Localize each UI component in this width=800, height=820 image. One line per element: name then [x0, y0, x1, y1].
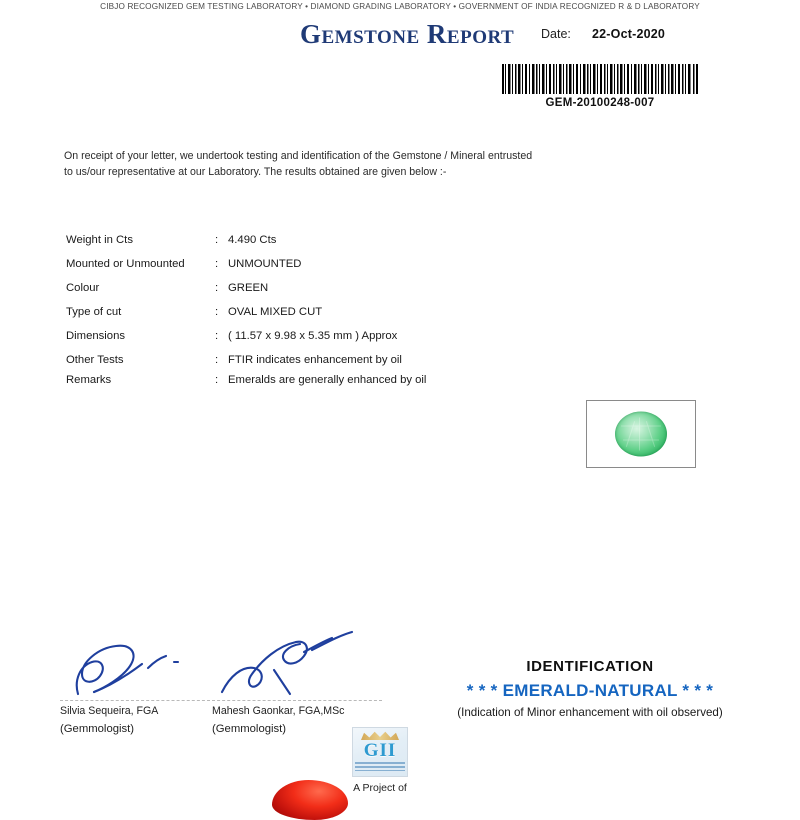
property-separator: :: [215, 282, 219, 294]
property-value: ( 11.57 x 9.98 x 5.35 mm ) Approx: [228, 330, 398, 342]
title-row: [0, 18, 800, 52]
table-row: [66, 354, 496, 374]
crown-icon: [361, 731, 399, 740]
certificate-number: GEM-20100248-007: [545, 97, 655, 109]
property-separator: :: [215, 306, 219, 318]
signatory-name: Silvia Sequeira, FGA: [60, 705, 159, 717]
properties-table: [66, 234, 496, 394]
property-separator: :: [215, 234, 219, 246]
intro-paragraph: On receipt of your letter, we undertook testing and identification of the Gemstone / Mineral entrusted to us/our representative at our Laboratory. The results obtained are given below :-: [64, 150, 533, 178]
signature-mark: [212, 632, 382, 700]
property-label: Weight in Cts: [66, 234, 133, 246]
table-row: [66, 234, 496, 258]
accreditation-line: CIBJO RECOGNIZED GEM TESTING LABORATORY • DIAMOND GRADING LABORATORY • GOVERNMENT OF INDIA RECOGNIZED R & D LABORATORY: [100, 2, 700, 11]
gii-logo-subtext: [355, 762, 405, 771]
signature-mark: [60, 632, 210, 700]
signatory-name: Mahesh Gaonkar, FGA,MSc: [212, 705, 345, 717]
gemstone-photo-box: [586, 400, 696, 468]
table-row: [66, 330, 496, 354]
barcode-icon: [500, 64, 700, 94]
property-label: Dimensions: [66, 330, 126, 342]
table-row: [66, 306, 496, 330]
gii-logo-icon: [352, 727, 408, 777]
property-value: 4.490 Cts: [228, 234, 277, 246]
gii-logo-text: GII: [363, 740, 397, 761]
property-value: FTIR indicates enhancement by oil: [228, 354, 402, 366]
property-separator: :: [215, 374, 219, 386]
property-value: GREEN: [228, 282, 269, 294]
table-row: [66, 374, 496, 394]
property-label: Mounted or Unmounted: [66, 258, 185, 270]
barcode-block: [500, 64, 700, 109]
property-value: OVAL MIXED CUT: [228, 306, 323, 318]
identification-note: (Indication of Minor enhancement with oil observed): [457, 706, 723, 719]
property-value: UNMOUNTED: [228, 258, 302, 270]
signatory-role: (Gemmologist): [212, 723, 287, 735]
property-separator: :: [215, 354, 219, 366]
ruby-graphic: [272, 780, 348, 820]
property-value: Emeralds are generally enhanced by oil: [228, 374, 427, 386]
property-separator: :: [215, 258, 219, 270]
project-of-label: A Project of: [353, 782, 407, 794]
gemstone-facets: [615, 412, 667, 457]
signature-block-1: [60, 632, 210, 735]
signatory-role: (Gemmologist): [60, 723, 135, 735]
signature-rule: [60, 700, 210, 701]
page-title: Gemstone Report: [300, 19, 515, 49]
table-row: [66, 258, 496, 282]
table-row: [66, 282, 496, 306]
gemstone-image: [615, 412, 667, 457]
signature-block-2: [212, 632, 382, 735]
signature-rule: [212, 700, 382, 701]
identification-section: [430, 658, 750, 719]
date-value: 22-Oct-2020: [592, 27, 666, 41]
identification-result: * * * EMERALD-NATURAL * * *: [466, 681, 714, 700]
date-label: Date:: [541, 27, 571, 41]
property-label: Other Tests: [66, 354, 124, 366]
property-label: Type of cut: [66, 306, 122, 318]
identification-heading: IDENTIFICATION: [526, 658, 654, 675]
property-separator: :: [215, 330, 219, 342]
property-label: Colour: [66, 282, 100, 294]
property-label: Remarks: [66, 374, 112, 386]
